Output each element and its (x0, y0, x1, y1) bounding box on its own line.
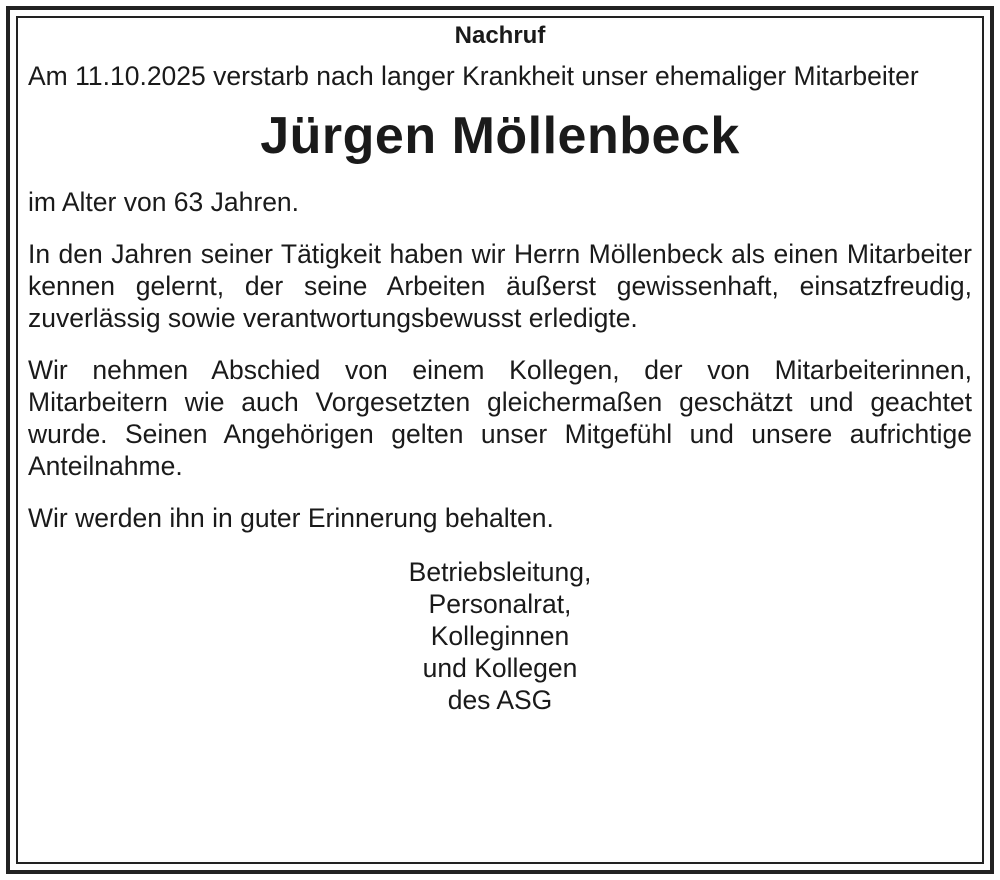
intro-paragraph: Am 11.10.2025 verstarb nach langer Krankheit unser ehemaliger Mitarbeiter (28, 61, 919, 91)
tribute-paragraph-1: In den Jahren seiner Tätigkeit haben wir Herrn Möllenbeck als einen Mitarbeiter kennen gelernt, der seine Arbeiten äußerst gewissenhaft, einsatzfreudig, zuverlässig sowie verantwortungsbewusst erledigte. (28, 239, 972, 333)
signature-line: Kolleginnen (430, 621, 570, 651)
signature-block (28, 556, 972, 716)
signature-line: des ASG (447, 685, 553, 715)
signature-line: Personalrat, (428, 589, 572, 619)
notice-header: Nachruf (454, 22, 546, 49)
obituary-notice (28, 20, 972, 716)
signature-line: Betriebsleitung, (408, 557, 592, 587)
tribute-paragraph-2: Wir nehmen Abschied von einem Kollegen, der von Mitarbeiterinnen, Mitarbeitern wie auch Vorgesetzten gleichermaßen geschätzt und geachtet wurde. Seinen Angehörigen gelten unser Mitgefühl und unsere aufrichtige Anteilnahme. (28, 355, 972, 481)
signature-line: und Kollegen (422, 653, 578, 683)
age-line: im Alter von 63 Jahren. (28, 187, 300, 217)
deceased-name: Jürgen Möllenbeck (260, 107, 740, 165)
closing-line: Wir werden ihn in guter Erinnerung behalten. (28, 503, 554, 533)
